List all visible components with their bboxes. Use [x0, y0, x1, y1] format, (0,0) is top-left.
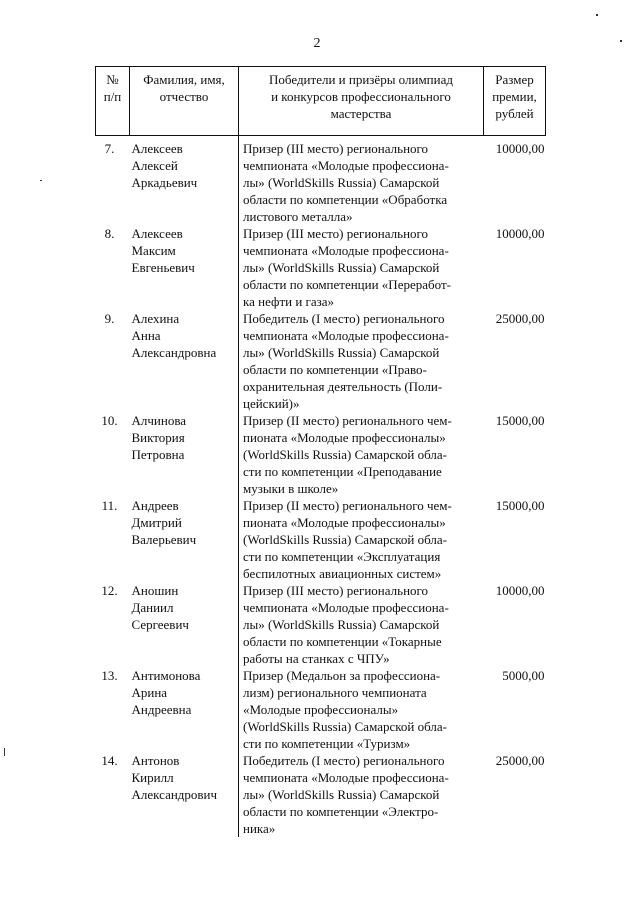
patronymic: Евгеньевич: [131, 260, 195, 275]
patronymic: Александрович: [131, 787, 218, 802]
table-header: [96, 67, 546, 136]
achievement-line: чемпионата «Молодые профессиона-: [243, 243, 449, 258]
header-row: [96, 67, 546, 136]
header-desc: [239, 67, 484, 136]
achievement-line: сти по компетенции «Туризм»: [243, 736, 411, 751]
row-achievement: [239, 310, 484, 412]
surname: Андреев: [131, 498, 179, 513]
header-prize: [484, 67, 546, 136]
first-name: Максим: [131, 243, 176, 258]
achievement-line: чемпионата «Молодые профессиона-: [243, 770, 449, 785]
achievement-line: области по компетенции «Право-: [243, 362, 427, 377]
surname: Аношин: [131, 583, 179, 598]
row-full-name: [130, 225, 239, 310]
table-row: [96, 497, 546, 582]
first-name: Дмитрий: [131, 515, 182, 530]
surname: Антимонова: [131, 668, 201, 683]
achievement-line: ника»: [243, 821, 276, 836]
row-prize-amount: 10000,00: [495, 226, 545, 241]
header-prize-line: Размер: [495, 72, 534, 87]
row-achievement: [239, 752, 484, 837]
row-achievement: [239, 667, 484, 752]
table-row: [96, 667, 546, 752]
row-full-name: [130, 412, 239, 497]
header-prize-line: премии,: [492, 89, 537, 104]
scan-speck: [596, 14, 598, 16]
row-number: 12.: [101, 583, 118, 598]
achievement-line: пионата «Молодые профессионалы»: [243, 515, 446, 530]
row-prize-amount: 5000,00: [502, 668, 545, 683]
patronymic: Андреевна: [131, 702, 192, 717]
achievement-line: области по компетенции «Обработка: [243, 192, 448, 207]
achievement-line: ка нефти и газа»: [243, 294, 335, 309]
header-num: [96, 67, 130, 136]
row-number: 8.: [104, 226, 115, 241]
achievement-line: чемпионата «Молодые профессиона-: [243, 600, 449, 615]
achievement-line: Призер (II место) регионального чем-: [243, 413, 452, 428]
table-row: [96, 752, 546, 837]
row-prize-amount: 15000,00: [495, 498, 545, 513]
header-desc-line: Победители и призёры олимпиад: [269, 72, 453, 87]
achievement-line: Призер (III место) регионального: [243, 583, 429, 598]
achievement-line: работы на станках с ЧПУ»: [243, 651, 390, 666]
achievement-line: лы» (WorldSkills Russia) Самарской: [243, 175, 440, 190]
achievement-line: лы» (WorldSkills Russia) Самарской: [243, 345, 440, 360]
table-row: [96, 412, 546, 497]
header-num-line: №: [106, 72, 119, 87]
row-full-name: [130, 582, 239, 667]
page-number: 2: [313, 36, 321, 51]
patronymic: Петровна: [131, 447, 185, 462]
achievement-line: цейский)»: [243, 396, 300, 411]
row-number: 7.: [104, 141, 115, 156]
header-num-line: п/п: [103, 89, 122, 104]
achievement-line: лы» (WorldSkills Russia) Самарской: [243, 617, 440, 632]
header-name-line: отчество: [159, 89, 209, 104]
table-row: [96, 136, 546, 226]
achievement-line: Победитель (I место) регионального: [243, 753, 445, 768]
first-name: Виктория: [131, 430, 185, 445]
row-achievement: [239, 412, 484, 497]
achievement-line: пионата «Молодые профессионалы»: [243, 430, 446, 445]
surname: Алексеев: [131, 226, 183, 241]
achievement-line: Победитель (I место) регионального: [243, 311, 445, 326]
achievement-line: лы» (WorldSkills Russia) Самарской: [243, 787, 440, 802]
table-row: [96, 310, 546, 412]
achievement-line: области по компетенции «Токарные: [243, 634, 442, 649]
achievement-line: листового металла»: [243, 209, 353, 224]
achievement-line: сти по компетенции «Эксплуатация: [243, 549, 441, 564]
patronymic: Александровна: [131, 345, 217, 360]
row-number: 10.: [101, 413, 118, 428]
row-number: 11.: [101, 498, 118, 513]
achievement-line: чемпионата «Молодые профессиона-: [243, 158, 449, 173]
achievement-line: лы» (WorldSkills Russia) Самарской: [243, 260, 440, 275]
achievement-line: лизм) регионального чемпионата: [243, 685, 427, 700]
achievement-line: охранительная деятельность (Поли-: [243, 379, 443, 394]
header-name-line: Фамилия, имя,: [143, 72, 225, 87]
first-name: Кирилл: [131, 770, 174, 785]
row-prize-amount: 25000,00: [495, 753, 545, 768]
surname: Алексеев: [131, 141, 183, 156]
row-full-name: [130, 752, 239, 837]
achievement-line: беспилотных авиационных систем»: [243, 566, 442, 581]
patronymic: Аркадьевич: [131, 175, 198, 190]
achievement-line: (WorldSkills Russia) Самарской обла-: [243, 447, 447, 462]
row-full-name: [130, 136, 239, 226]
row-achievement: [239, 225, 484, 310]
achievement-line: области по компетенции «Переработ-: [243, 277, 451, 292]
row-prize-amount: 10000,00: [495, 141, 545, 156]
scan-speck: [4, 748, 5, 756]
achievement-line: музыки в школе»: [243, 481, 339, 496]
awards-table: [95, 66, 546, 837]
patronymic: Сергеевич: [131, 617, 189, 632]
header-name: [130, 67, 239, 136]
first-name: Анна: [131, 328, 161, 343]
first-name: Алексей: [131, 158, 178, 173]
achievement-line: (WorldSkills Russia) Самарской обла-: [243, 532, 447, 547]
achievement-line: чемпионата «Молодые профессиона-: [243, 328, 449, 343]
surname: Алехина: [131, 311, 180, 326]
row-achievement: [239, 136, 484, 226]
patronymic: Валерьевич: [131, 532, 197, 547]
scan-speck: [620, 40, 622, 42]
achievement-line: Призер (Медальон за профессиона-: [243, 668, 441, 683]
table-body: [96, 136, 546, 838]
row-number: 14.: [101, 753, 118, 768]
achievement-line: области по компетенции «Электро-: [243, 804, 439, 819]
row-prize-amount: 15000,00: [495, 413, 545, 428]
scan-speck: [40, 180, 42, 181]
first-name: Арина: [131, 685, 168, 700]
row-achievement: [239, 497, 484, 582]
row-prize-amount: 25000,00: [495, 311, 545, 326]
achievement-line: Призер (III место) регионального: [243, 226, 429, 241]
achievement-line: Призер (III место) регионального: [243, 141, 429, 156]
row-prize-amount: 10000,00: [495, 583, 545, 598]
achievement-line: «Молодые профессионалы»: [243, 702, 399, 717]
row-number: 9.: [104, 311, 115, 326]
table-row: [96, 582, 546, 667]
header-desc-line: и конкурсов профессионального: [271, 89, 451, 104]
row-number: 13.: [101, 668, 118, 683]
table-row: [96, 225, 546, 310]
header-prize-line: рублей: [495, 106, 534, 121]
row-full-name: [130, 667, 239, 752]
header-desc-line: мастерства: [330, 106, 392, 121]
achievement-line: (WorldSkills Russia) Самарской обла-: [243, 719, 447, 734]
row-full-name: [130, 497, 239, 582]
achievement-line: сти по компетенции «Преподавание: [243, 464, 442, 479]
surname: Алчинова: [131, 413, 187, 428]
achievement-line: Призер (II место) регионального чем-: [243, 498, 452, 513]
row-achievement: [239, 582, 484, 667]
first-name: Даниил: [131, 600, 174, 615]
surname: Антонов: [131, 753, 180, 768]
row-full-name: [130, 310, 239, 412]
